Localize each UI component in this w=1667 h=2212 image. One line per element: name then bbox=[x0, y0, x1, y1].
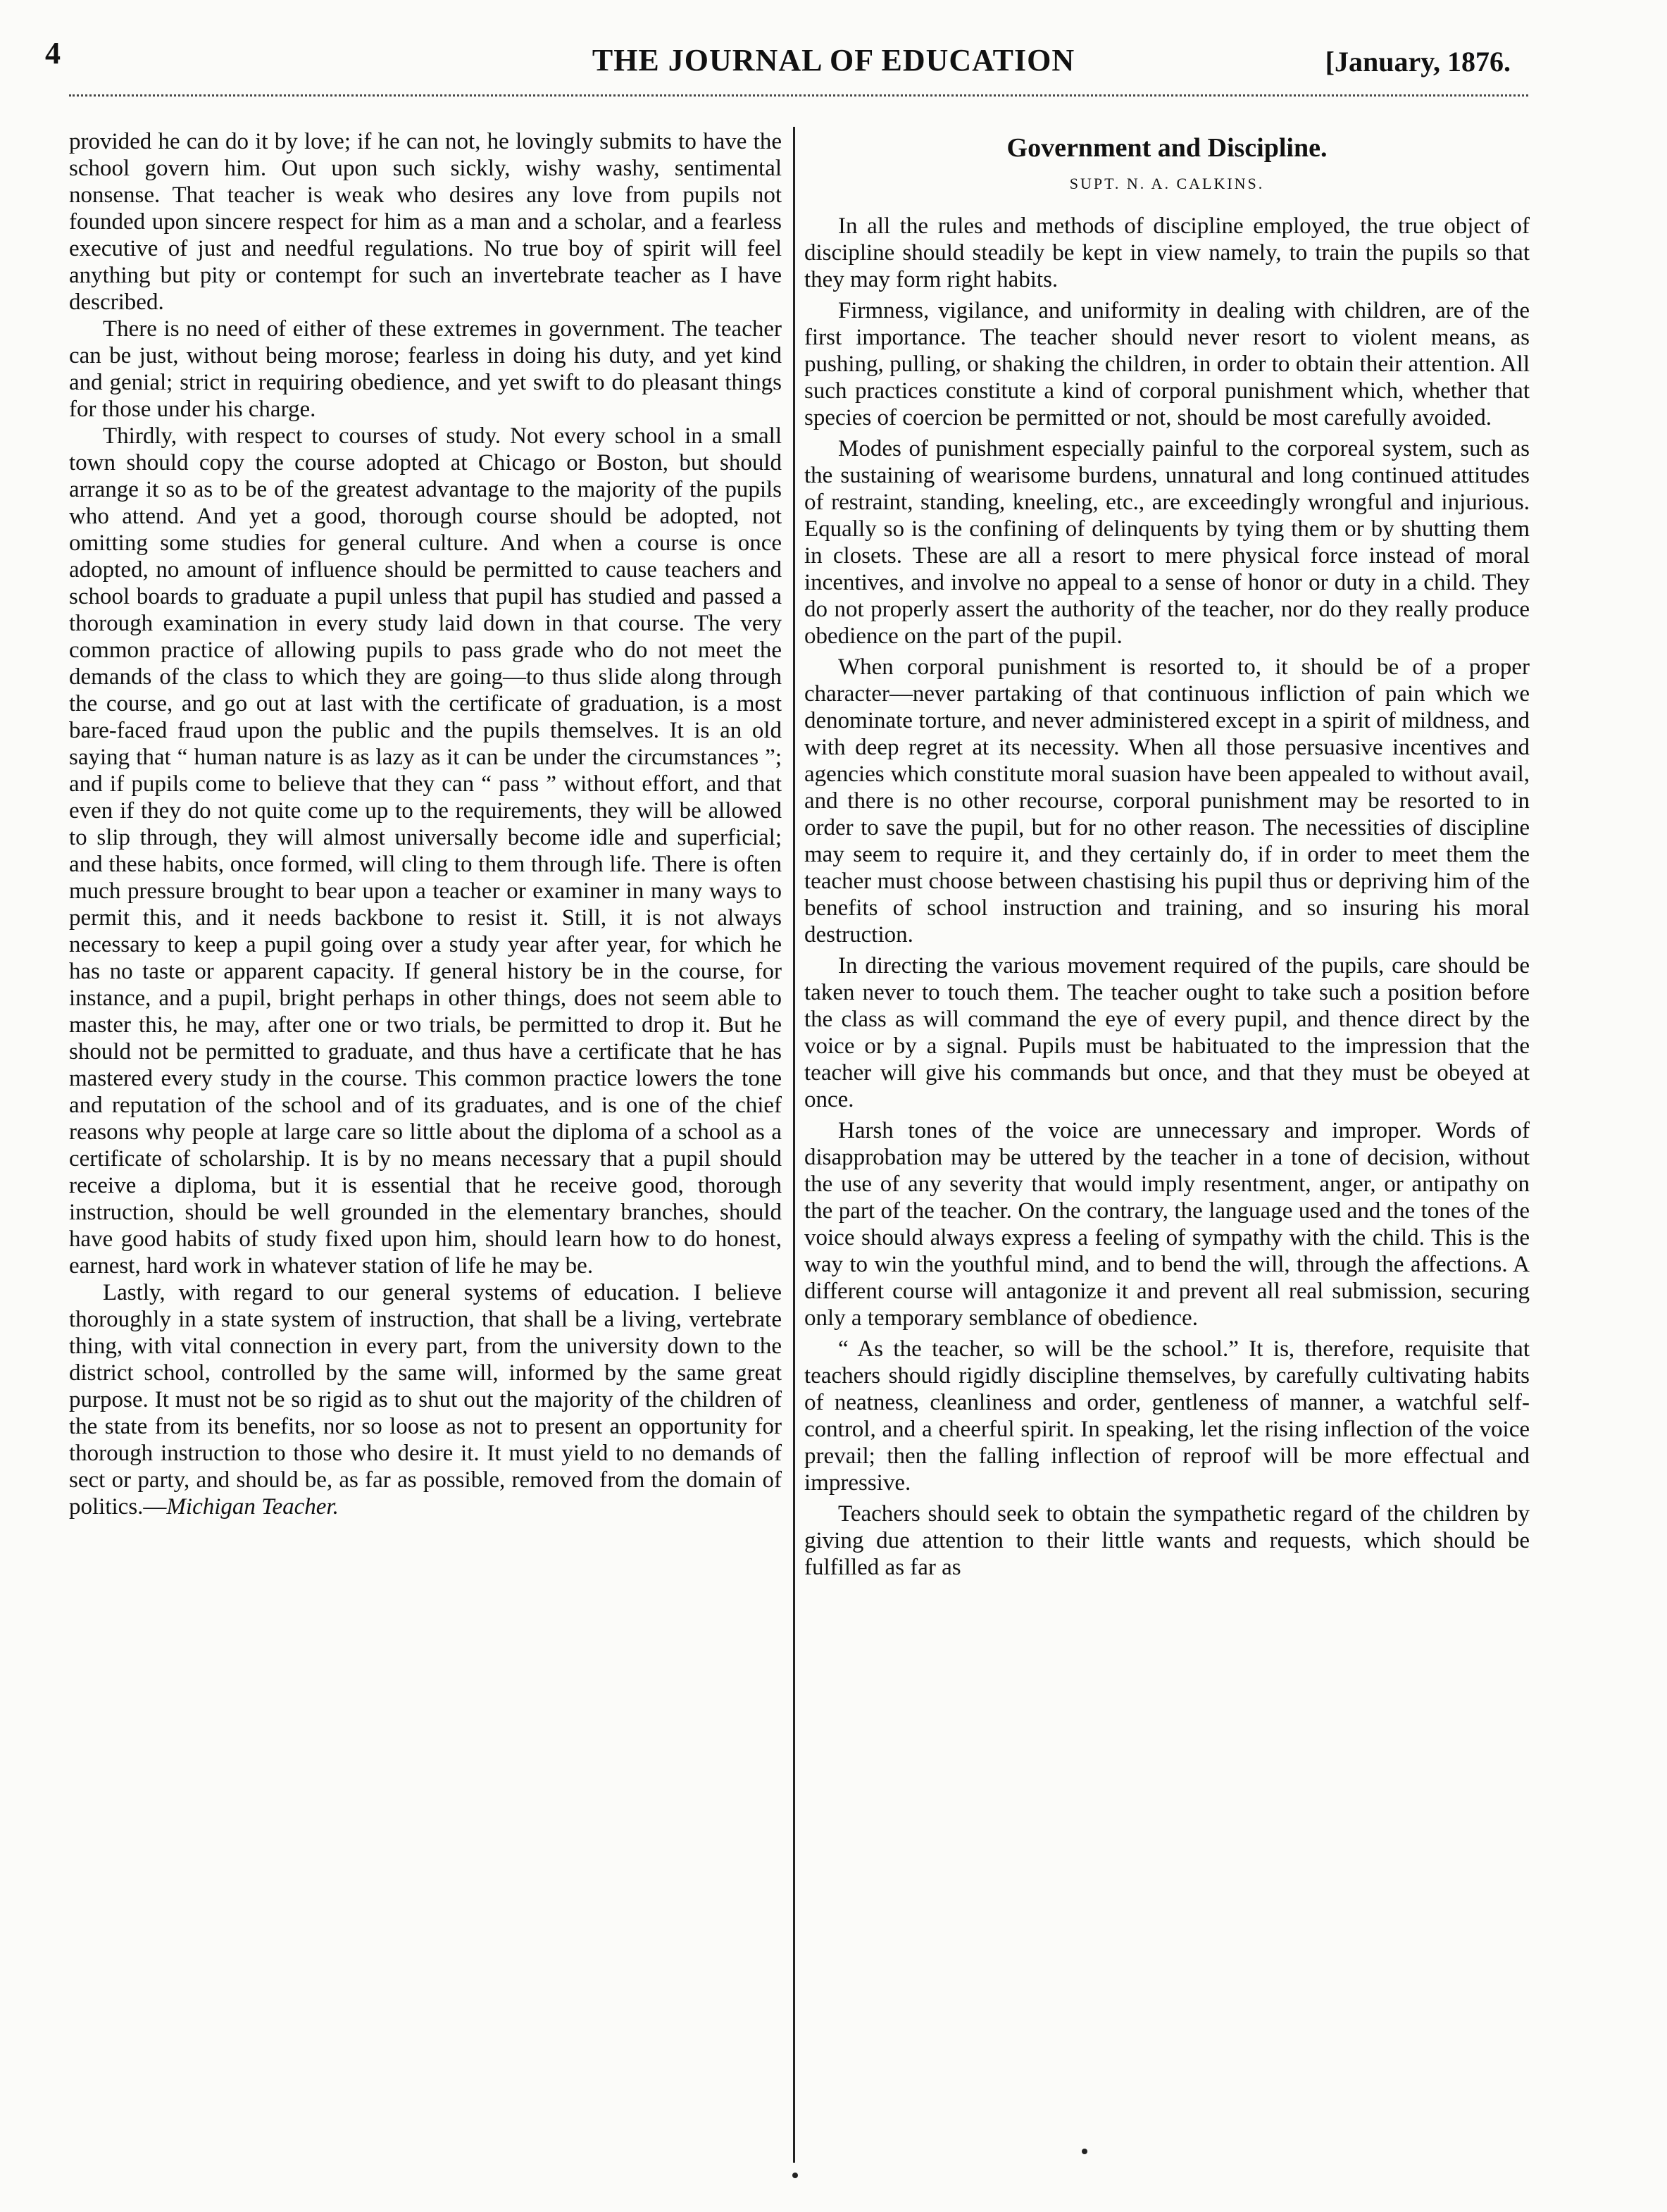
source-signoff: Michigan Teacher. bbox=[166, 1494, 339, 1520]
paragraph: Teachers should seek to obtain the sympathetic regard of the children by giving due attention to their little wants and requests, which should be fulfilled as far as bbox=[804, 1501, 1530, 1580]
paragraph: Firmness, vigilance, and uniformity in dealing with children, are of the first importance. The teacher should never resort to violent means, as pushing, pulling, or shaking the children, in order to obtain their attention. All such practices constitute a kind of corporal punishment which, whether that species of coercion be permitted or not, should be most carefully avoided. bbox=[804, 298, 1530, 430]
page-number: 4 bbox=[45, 36, 61, 70]
journal-title: THE JOURNAL OF EDUCATION bbox=[592, 43, 1075, 77]
paragraph: In all the rules and methods of discipline employed, the true object of discipline should steadily be kept in view namely, to train the pupils so that they may form right habits. bbox=[804, 213, 1530, 292]
right-column bbox=[804, 128, 1530, 2164]
paragraph: When corporal punishment is resorted to, it should be of a proper character—never partaking of that continuous infliction of pain which we denominate torture, and never administered except in a spirit of mildness, and with deep regret at its necessity. When all those persuasive incentives and agencies which constitute moral suasion have been appealed to without avail, and there is no other recourse, corporal punishment may be resorted to in order to save the pupil, but for no other reason. The necessities of discipline may seem to require it, and they certainly do, if in order to meet them the teacher must choose between chastising his pupil thus or depriving him of the benefits of school instruction and training, and so insuring his moral destruction. bbox=[804, 654, 1530, 947]
paragraph: In directing the various movement required of the pupils, care should be taken never to touch them. The teacher ought to take such a position before the class as will command the eye of every pupil, and thence direct by the voice or by a signal. Pupils must be habituated to the impression that the teacher will give his commands but once, and that they must be obeyed at once. bbox=[804, 953, 1530, 1112]
paragraph-text: Lastly, with regard to our general systems of education. I believe thoroughly in a state system of instruction, that shall be a living, vertebrate thing, with vital connection in every part, from the university down to the district school, controlled by the same will, informed by the same great purpose. It must not be so rigid as to shut out the majority of the children of the state from its benefits, nor so loose as not to present an opportunity for thorough instruction to those who desire it. It must yield to no demands of sect or party, and should be, as far as possible, removed from the domain of politics.— bbox=[69, 1280, 782, 1520]
paragraph: Thirdly, with respect to courses of study. Not every school in a small town should copy the course adopted at Chicago or Boston, but should arrange it so as to be of the greatest advantage to the majority of the pupils who attend. And yet a good, thorough course should be adopted, not omitting some studies for general culture. And when a course is once adopted, no amount of influence should be permitted to cause teachers and school boards to graduate a pupil unless that pupil has studied and passed a thorough examination in every study laid down in that course. The very common practice of allowing pupils to pass grade who do not meet the demands of the class to which they are going—to thus slide along through the course, and go out at last with the certificate of graduation, is a most bare-faced fraud upon the public and the pupils themselves. It is an old saying that “ human nature is as lazy as it can be under the circumstances ”; and if pupils come to believe that they can “ pass ” without effort, and that even if they do not quite come up to the requirements, they will be allowed to slip through, they will almost universally become idle and superficial; and these habits, once formed, will cling to them through life. There is often much pressure brought to bear upon a teacher or examiner in many ways to permit this, and it needs backbone to resist it. Still, it is not always necessary to keep a pupil going over a study year after year, for which he has no taste or apparent capacity. If general history be in the course, for instance, and a pupil, bright perhaps in other things, does not seem able to master this, he may, after one or two trials, be permitted to drop it. But he should not be permitted to graduate, and thus have a certificate that he has mastered every study in the course. This common practice lowers the tone and reputation of the school and of its graduates, and is one of the chief reasons why people at large care so little about the diploma of a school as a certificate of scholarship. It is by no means necessary that a pupil should receive a diploma, but it is essential that he receive good, thorough instruction, should be well grounded in the elementary branches, should have good habits of study fixed upon him, should learn how to do honest, earnest, hard work in whatever station of life he may be. bbox=[69, 423, 782, 1279]
page-header bbox=[0, 0, 1667, 99]
column-divider bbox=[793, 127, 795, 2163]
paragraph-last bbox=[69, 1279, 782, 1520]
paragraph: Modes of punishment especially painful to the corporeal system, such as the sustaining of wearisome burdens, unnatural and long continued attitudes of restraint, standing, kneeling, etc., are exceedingly wrongful and injurious. Equally so is the confining of delinquents by tying them or by shutting them in closets. These are all a resort to mere physical force instead of moral incentives, and involve no appeal to a sense of honor or duty in a child. They do not properly assert the authority of the teacher, nor do they really produce obedience on the part of the pupil. bbox=[804, 436, 1530, 649]
article-title: Government and Discipline. bbox=[1006, 133, 1328, 163]
print-speck bbox=[1082, 2149, 1087, 2154]
header-rule bbox=[69, 94, 1528, 97]
paragraph: Harsh tones of the voice are unnecessary and improper. Words of disapprobation may be uttered by the teacher in a tone of decision, without the use of any severity that would imply resentment, anger, or antipathy on the part of the teacher. On the contrary, the language used and the tones of the voice should always express a feeling of sympathy with the child. This is the way to win the youthful mind, and to bend the will, through the affections. A different course will antagonize it and prevent all real submission, securing only a temporary semblance of obedience. bbox=[804, 1118, 1530, 1331]
print-speck bbox=[792, 2173, 798, 2178]
paragraph: provided he can do it by love; if he can not, he lovingly submits to have the school govern him. Out upon such sickly, wishy washy, sentimental nonsense. That teacher is weak who desires any love from pupils not founded upon sincere respect for him as a man and a scholar, and a fearless executive of just and needful regulations. No true boy of spirit will feel anything but pity or contempt for such an invertebrate teacher as I have described. bbox=[69, 129, 782, 315]
paragraph: “ As the teacher, so will be the school.” It is, therefore, requisite that teachers should rigidly discipline themselves, by carefully cultivating habits of neatness, cleanliness and order, gentleness of manner, a watchful self-control, and a cheerful spirit. In speaking, let the rising inflection of the voice prevail; then the falling inflection of reproof will be more effectual and impressive. bbox=[804, 1336, 1530, 1496]
article-author: SUPT. N. A. CALKINS. bbox=[1069, 175, 1265, 192]
left-column bbox=[69, 128, 782, 2157]
paragraph: There is no need of either of these extremes in government. The teacher can be just, without being morose; fearless in doing his duty, and yet kind and genial; strict in requiring obedience, and yet swift to do pleasant things for those under his charge. bbox=[69, 316, 782, 422]
issue-date: [January, 1876. bbox=[1325, 46, 1511, 77]
